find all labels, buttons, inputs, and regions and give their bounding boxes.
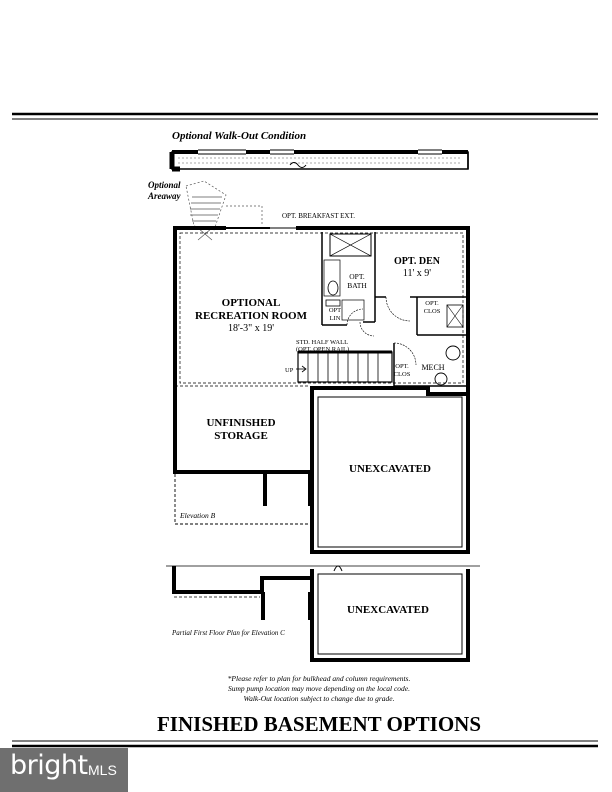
rec-room-label-1: OPTIONAL: [221, 297, 281, 309]
brightmls-watermark: [0, 748, 128, 792]
areaway-label-2: Areaway: [148, 191, 181, 201]
stairs-up-label: UP: [285, 367, 294, 374]
closet-lower-label-2: CLOS: [393, 371, 411, 378]
top-divider: [12, 114, 598, 119]
storage-label-1: UNFINISHED: [206, 417, 276, 429]
linen-label-1: OPT: [328, 307, 342, 314]
rec-room-dimensions: 18'-3" x 19': [227, 323, 275, 334]
breakfast-ext-label: OPT. BREAKFAST EXT.: [282, 212, 355, 220]
bath-label-1: OPT.: [349, 272, 365, 281]
closet-lower-label-1: OPT.: [395, 363, 409, 370]
half-wall-label-2: (OPT. OPEN RAIL): [296, 346, 350, 353]
note-line-3: Walk-Out location subject to change due to grade.: [243, 694, 395, 703]
watermark-suffix: MLS: [88, 762, 117, 778]
areaway-label-1: Optional: [148, 180, 181, 190]
elevation-b-label: Elevation B: [180, 511, 216, 520]
bath-label-2: BATH: [347, 281, 367, 290]
den-dimensions: 11' x 9': [402, 268, 432, 279]
closet-upper-label-2: CLOS: [423, 308, 441, 315]
note-line-2: Sump pump location may move depending on the local code.: [227, 684, 411, 693]
unexcavated-label-upper: UNEXCAVATED: [349, 463, 431, 475]
rec-room-label-2: RECREATION ROOM: [195, 310, 307, 322]
walkout-strip: [172, 150, 468, 169]
areaway-sketch: [186, 181, 262, 240]
plan-separator: [166, 566, 480, 571]
half-wall-label-1: STD. HALF WALL: [296, 339, 349, 346]
walkout-title: Optional Walk-Out Condition: [172, 130, 307, 142]
bottom-divider: [12, 741, 598, 746]
storage-label-2: STORAGE: [214, 430, 268, 442]
page-title: FINISHED BASEMENT OPTIONS: [156, 712, 482, 736]
closet-upper-label-1: OPT.: [425, 300, 439, 307]
watermark-brand: bright: [10, 750, 88, 781]
den-label: OPT. DEN: [394, 256, 440, 267]
note-line-1: *Please refer to plan for bulkhead and column requirements.: [227, 674, 411, 683]
linen-label-2: LIN: [329, 315, 341, 322]
unexcavated-label-lower: UNEXCAVATED: [347, 604, 429, 616]
mech-label: MECH: [421, 363, 445, 372]
stairs: [296, 352, 392, 382]
partial-plan-label: Partial First Floor Plan for Elevation C: [172, 629, 285, 637]
